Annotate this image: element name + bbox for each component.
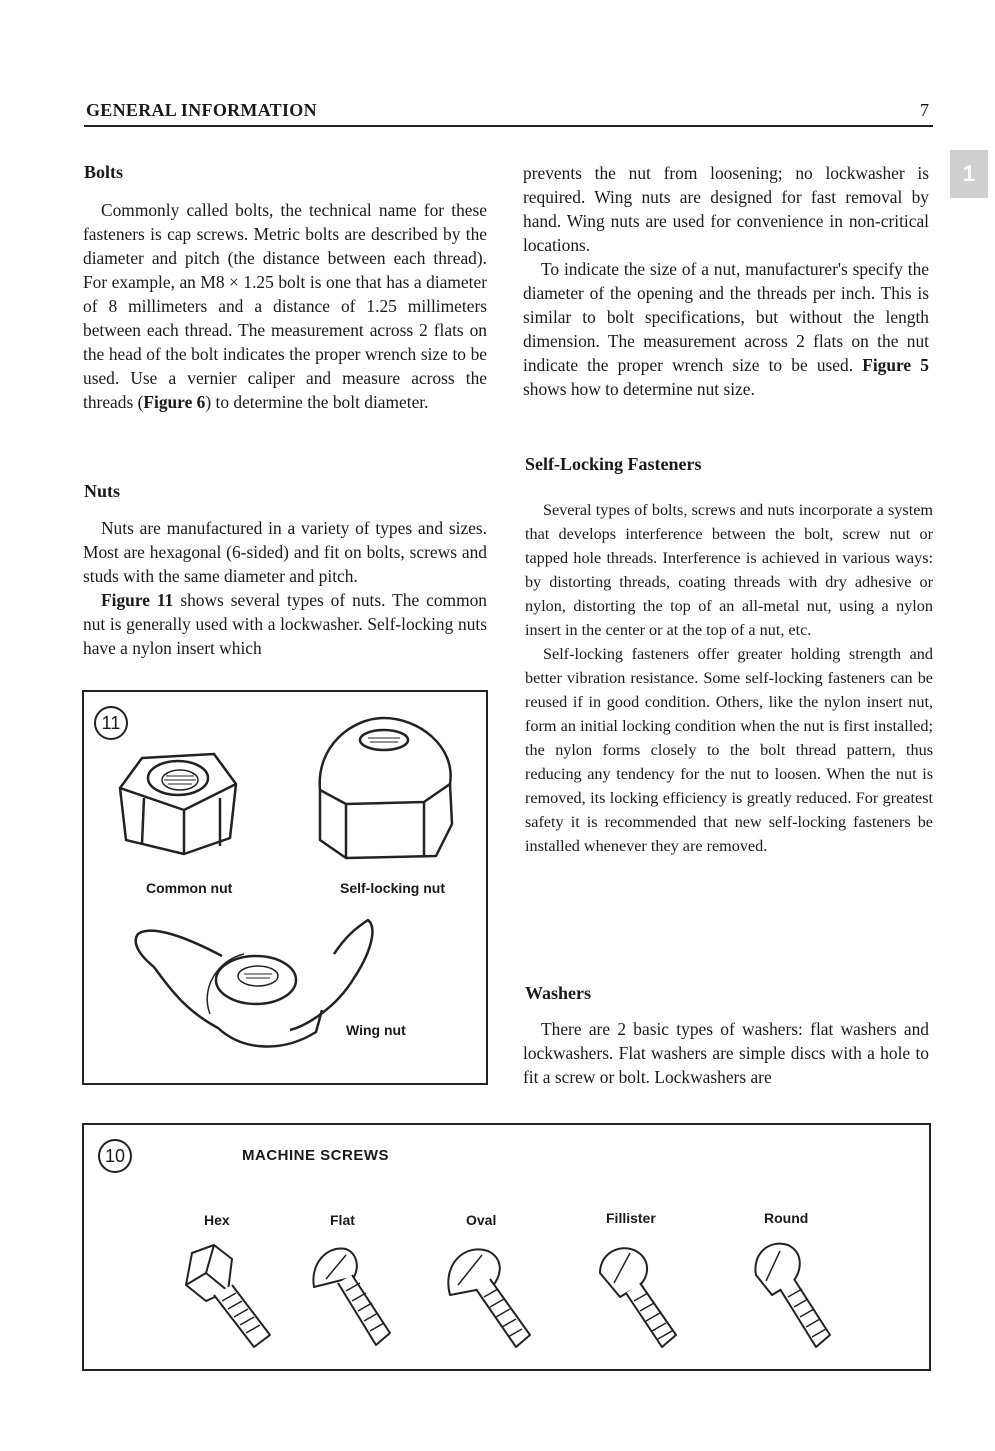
figure-10-drawing [84,1125,929,1369]
figure-11-number: 11 [94,706,128,740]
nuts-paragraph-3: To indicate the size of a nut, manufacturer's specify the diameter of the opening and the threads per inch. This is similar to bolt specifications, but without the length dimension. The measurement across 2 flats on the nut indicate the proper wrench size to be used. Figure 5 shows how to determine nut size. [523,259,929,399]
oval-label: Oval [466,1212,497,1228]
bolts-heading: Bolts [84,162,124,182]
figure-11-box [82,690,488,1085]
chapter-tab: 1 [950,150,988,198]
figure-6-ref: Figure 6 [143,392,206,412]
flat-screw-icon [313,1248,390,1345]
figure-11-ref: Figure 11 [101,590,174,610]
self-locking-body [525,498,933,858]
hex-label: Hex [204,1212,230,1228]
washers-body [523,1017,929,1089]
common-nut-label: Common nut [146,880,233,896]
header-rule [84,125,933,127]
oval-screw-icon [448,1249,530,1347]
figure-10-title: MACHINE SCREWS [242,1147,390,1164]
hex-screw-icon [186,1245,270,1347]
nuts-paragraph-1: Nuts are manufactured in a variety of types and sizes. Most are hexagonal (6-sided) and fit on bolts, screws and studs with the same diameter and pitch. [83,518,487,586]
self-locking-paragraph-2: Self-locking fasteners offer greater holding strength and better vibration resistance. Some self-locking fasteners can be reused if in good condition. Others, like the nylon insert nut, form an initial locking condition when the nut is first installed; the nylon forms closely to the bolt thread pattern, thus reducing any tendency for the nut to loosen. When the nut is removed, its locking efficiency is greatly reduced. For greatest safety it is recommended that new self-locking fasteners be installed whenever they are removed. [525,645,933,855]
self-locking-paragraph-1: Several types of bolts, screws and nuts incorporate a system that develops interference between the bolt, screw nut or tapped hole threads. Interference is achieved in various ways: by distorting threads, coating threads with dry adhesive or nylon, distorting the top of an all-metal nut, using a nylon insert in the center or at the top of a nut, etc. [525,501,933,639]
nuts-paragraph-2-continued: prevents the nut from loosening; no lockwasher is required. Wing nuts are designed for fast removal by hand. Wing nuts are used for convenience in non-critical locations. [523,163,929,255]
figure-10-box [82,1123,931,1371]
figure-10-number: 10 [98,1139,132,1173]
self-locking-heading: Self-Locking Fasteners [525,454,702,474]
round-screw-icon [755,1244,830,1347]
page-header-title: GENERAL INFORMATION [86,100,317,120]
common-nut-icon [120,754,236,854]
round-label: Round [764,1210,809,1226]
nuts-heading: Nuts [84,481,121,501]
flat-label: Flat [330,1212,355,1228]
bolts-paragraph: Commonly called bolts, the technical name for these fasteners is cap screws. Metric bolts are described by the diameter and pitch (the distance between each thread). For example, an M8 × 1.25 bolt is one that has a diameter of 8 millimeters and a distance of 1.25 millimeters between each thread. The measurement across 2 flats on the head of the bolt indicates the proper wrench size to be used. Use a vernier caliper and measure across the threads (Figure 6) to determine the bolt diameter. [83,200,487,412]
fillister-screw-icon [600,1248,676,1347]
self-locking-nut-icon [320,718,452,858]
self-locking-nut-label: Self-locking nut [340,880,445,896]
wing-nut-icon [136,920,373,1047]
nuts-body [83,516,487,660]
bolts-body [83,198,487,414]
nuts-body-continued [523,161,929,401]
washers-heading: Washers [525,983,592,1003]
page-number: 7 [920,100,929,120]
nuts-paragraph-2: Figure 11 shows several types of nuts. The common nut is generally used with a lockwasher. Self-locking nuts have a nylon insert which [83,590,487,658]
fillister-label: Fillister [606,1210,656,1226]
washers-paragraph: There are 2 basic types of washers: flat washers and lockwashers. Flat washers are simple discs with a hole to fit a screw or bolt. Lockwashers are [523,1019,929,1087]
wing-nut-label: Wing nut [346,1022,406,1038]
figure-5-ref: Figure 5 [862,355,929,375]
